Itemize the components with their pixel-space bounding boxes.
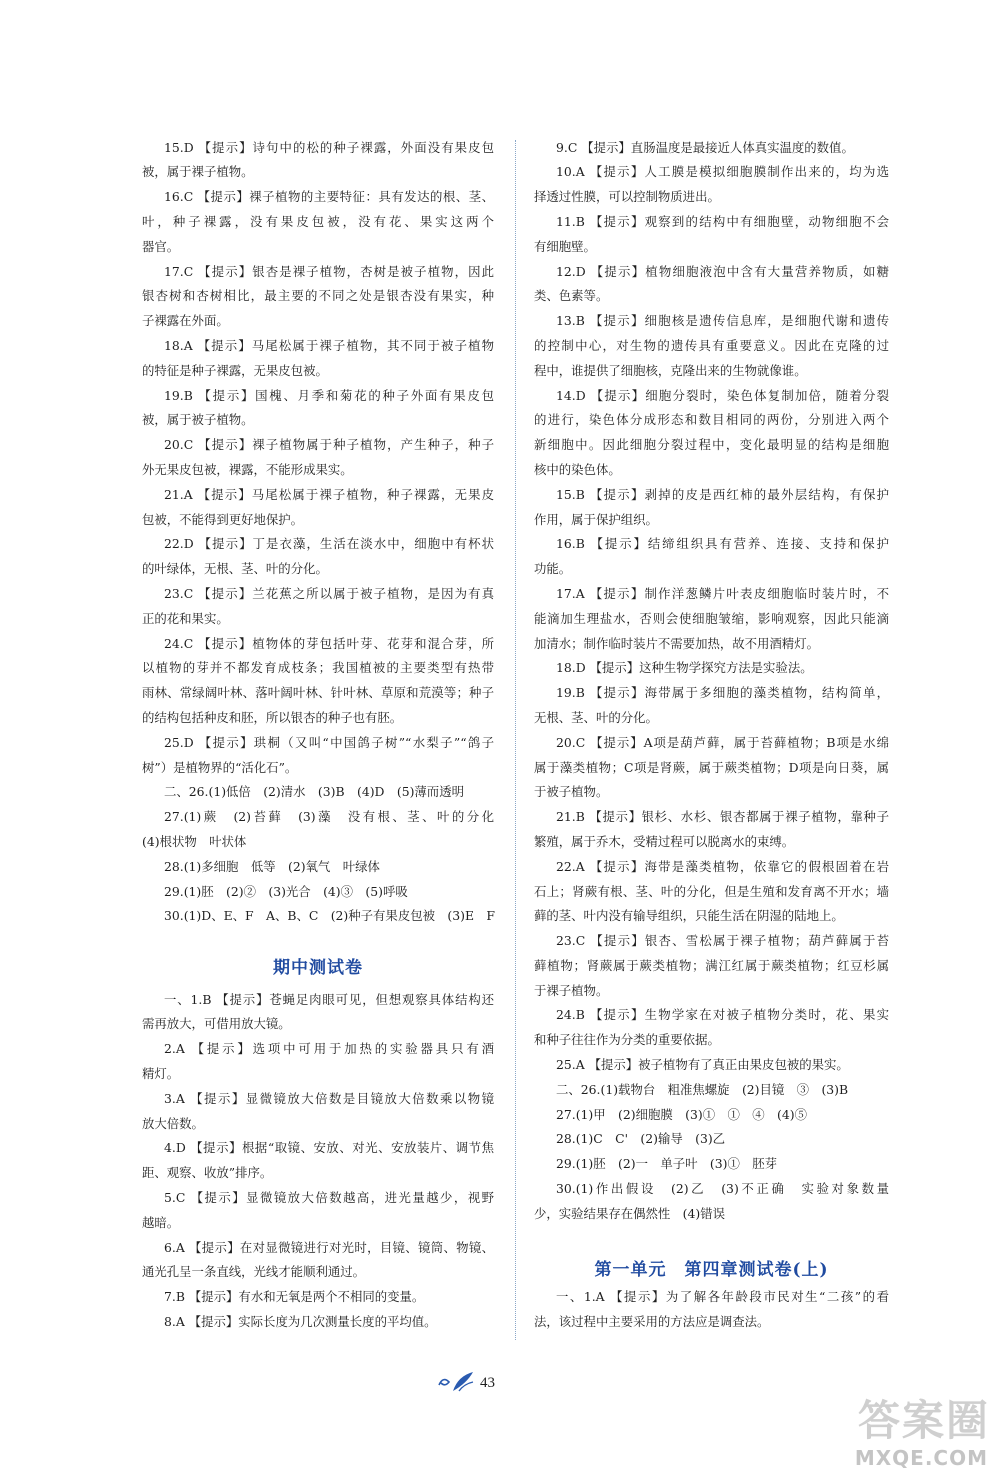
answer-item [534, 582, 889, 656]
answer-line: 被，属于被子植物。 [142, 412, 254, 428]
answer-line: 的结构包括种皮和胚，所以银杏的种子也有胚。 [142, 709, 403, 725]
answer-item [142, 1136, 494, 1186]
answer-item [534, 384, 889, 483]
answer-item [534, 855, 889, 929]
answer-line: 7.B 【提示】有水和无氧是两个不相同的变量。 [164, 1289, 425, 1305]
answer-line: 25.D 【提示】珙桐（又叫“中国鸽子树”“水梨子”“鸽子 [164, 734, 494, 750]
answer-line: 16.B 【提示】结缔组织具有营养、连接、支持和保护 [556, 536, 889, 552]
answer-item [534, 136, 889, 161]
answer-item [142, 1037, 494, 1087]
answer-item [142, 1285, 494, 1310]
answer-item [534, 681, 889, 731]
answer-item [142, 855, 494, 880]
answer-item [534, 532, 889, 582]
answer-line: 27.(1)甲 (2)细胞膜 (3)① ① ④ (4)⑤ [556, 1106, 807, 1122]
answer-line: 的叶绿体，无根、茎、叶的分化。 [142, 561, 328, 577]
answer-line: 作用，属于保护组织。 [534, 511, 658, 527]
answer-line: 29.(1)胚 (2)② (3)光合 (4)③ (5)呼吸 [164, 883, 408, 899]
answer-item [142, 1310, 494, 1335]
answer-item [142, 260, 494, 334]
right-column [534, 136, 889, 1335]
answer-line: 13.B 【提示】细胞核是遗传信息库，是细胞代谢和遗传 [556, 313, 889, 329]
answer-line: 3.A 【提示】显微镜放大倍数是目镜放大倍数乘以物镜 [164, 1090, 494, 1106]
answer-line: 30.(1)作出假设 (2)乙 (3)不正确 实验对象数量 [556, 1181, 889, 1197]
answer-item [534, 483, 889, 533]
answer-line: 能滴加生理盐水，否则会使细胞皱缩，影响观察，因此只能滴 [534, 610, 889, 626]
watermark-url: MXQE.COM [854, 1446, 988, 1470]
answer-line: 25.A 【提示】被子植物有了真正由果皮包被的果实。 [556, 1057, 849, 1073]
answer-line: 功能。 [534, 561, 572, 577]
answer-line: 距、观察、收放”排序。 [142, 1165, 273, 1181]
answer-line: 石上；肾蕨有根、茎、叶的分化，但是生殖和发育离不开水；墙 [534, 883, 889, 899]
answer-line: 少，实验结果存在偶然性 (4)错误 [534, 1205, 726, 1221]
answer-line: 11.B 【提示】观察到的结构中有细胞壁，动物细胞不会 [556, 213, 889, 229]
answer-item [142, 433, 494, 483]
answer-item [142, 880, 494, 905]
answer-line: 择透过性膜，可以控制物质进出。 [534, 189, 720, 205]
answer-item [534, 656, 889, 681]
answer-line: 精灯。 [142, 1066, 180, 1082]
answer-item [142, 532, 494, 582]
answer-line: 程中，谁提供了细胞核，克隆出来的生物就像谁。 [534, 362, 807, 378]
answer-item [534, 1177, 889, 1227]
answer-line: (4)根状物 叶状体 [142, 833, 247, 849]
answer-line: 和种子往往作为分类的重要依据。 [534, 1032, 720, 1048]
answer-line: 12.D 【提示】植物细胞液泡中含有大量营养物质，如糖 [556, 263, 889, 279]
answer-item [534, 1003, 889, 1053]
answer-line: 加清水；制作临时装片不需要加热，故不用酒精灯。 [534, 635, 819, 651]
answer-line: 繁殖，属于乔木，受精过程可以脱离水的束缚。 [534, 833, 795, 849]
answer-line: 的控制中心，对生物的遗传具有重要意义。因此在克隆的过 [534, 337, 889, 353]
answer-line: 27.(1)蕨 (2)苔藓 (3)藻 没有根、茎、叶的分化 [164, 809, 494, 825]
answer-line: 10.A 【提示】人工膜是模拟细胞膜制作出来的，均为选 [556, 164, 889, 180]
answer-item [534, 260, 889, 310]
answer-item [534, 1285, 889, 1335]
answer-line: 22.A 【提示】海带是藻类植物，依靠它的假根固着在岩 [556, 858, 889, 874]
answer-line: 被，属于裸子植物。 [142, 164, 254, 180]
answer-line: 9.C 【提示】直肠温度是最接近人体真实温度的数值。 [556, 139, 854, 155]
answer-item [534, 1127, 889, 1152]
answer-line: 的特征是种子裸露，无果皮包被。 [142, 362, 328, 378]
answer-item [142, 483, 494, 533]
answer-line: 20.C 【提示】裸子植物属于种子植物，产生种子，种子 [164, 437, 494, 453]
answer-line: 越暗。 [142, 1214, 180, 1230]
answer-line: 14.D 【提示】细胞分裂时，染色体复制加倍，随着分裂 [556, 387, 889, 403]
answer-line: 18.A 【提示】马尾松属于裸子植物，其不同于被子植物 [164, 337, 494, 353]
answer-line: 17.A 【提示】制作洋葱鳞片叶表皮细胞临时装片时，不 [556, 585, 889, 601]
answer-item [142, 185, 494, 259]
answer-item [142, 731, 494, 781]
answer-line: 雨林、常绿阔叶林、落叶阔叶林、针叶林、草原和荒漠等；种子 [142, 685, 494, 701]
answer-line: 新细胞中。因此细胞分裂过程中，变化最明显的结构是细胞 [534, 437, 889, 453]
answer-item [142, 1186, 494, 1236]
answer-item [142, 780, 494, 805]
answer-item [534, 805, 889, 855]
answer-line: 无根、茎、叶的分化。 [534, 709, 658, 725]
answer-line: 藓的茎、叶内没有输导组织，只能生活在阴湿的陆地上。 [534, 908, 844, 924]
answer-item [534, 1152, 889, 1177]
watermark-logo-text: 答案圈 [857, 1396, 990, 1445]
answer-line: 15.B 【提示】剥掉的皮是西红柿的最外层结构，有保护 [556, 486, 889, 502]
answer-line: 外无果皮包被，裸露，不能形成果实。 [142, 461, 353, 477]
answer-line: 28.(1)多细胞 低等 (2)氧气 叶绿体 [164, 858, 380, 874]
answer-line: 28.(1)C C' (2)输导 (3)乙 [556, 1131, 726, 1147]
answer-line: 以植物的芽并不都发育成枝条；我国植被的主要类型有热带 [142, 660, 494, 676]
answer-item [534, 929, 889, 1003]
answer-line: 通光孔呈一条直线，光线才能顺利通过。 [142, 1264, 366, 1280]
left-column [142, 136, 494, 1335]
answer-line: 2.A 【提示】选项中可用于加热的实验器具只有酒 [164, 1041, 494, 1057]
answer-line: 6.A 【提示】在对显微镜进行对光时，目镜、镜筒、物镜、 [164, 1239, 494, 1255]
answer-line: 18.D 【提示】这种生物学探究方法是实验法。 [556, 660, 813, 676]
answer-line: 19.B 【提示】国槐、月季和菊花的种子外面有果皮包 [164, 387, 494, 403]
answer-item [142, 334, 494, 384]
answer-line: 23.C 【提示】兰花蕉之所以属于被子植物，是因为有真 [164, 585, 494, 601]
answer-line: 24.C 【提示】植物体的芽包括叶芽、花芽和混合芽，所 [164, 635, 494, 651]
ornament-logo-icon [436, 1368, 478, 1394]
column-divider [515, 140, 516, 1340]
answer-line: 17.C 【提示】银杏是裸子植物，杏树是被子植物，因此 [164, 263, 494, 279]
answer-line: 29.(1)胚 (2)一 单子叶 (3)① 胚芽 [556, 1156, 778, 1172]
answer-item [534, 160, 889, 210]
page-number: 43 [480, 1375, 495, 1391]
answer-line: 8.A 【提示】实际长度为几次测量长度的平均值。 [164, 1314, 437, 1330]
answer-line: 属于藻类植物；C项是肾蕨，属于蕨类植物；D项是向日葵，属 [534, 759, 889, 775]
answer-line: 叶，种子裸露，没有果皮包被，没有花、果实这两个 [142, 213, 494, 229]
answer-line: 子裸露在外面。 [142, 313, 229, 329]
answer-line: 21.A 【提示】马尾松属于裸子植物，种子裸露，无果皮 [164, 486, 494, 502]
answer-line: 二、26.(1)载物台 粗准焦螺旋 (2)目镜 ③ (3)B [556, 1081, 849, 1097]
answer-item [142, 988, 494, 1038]
answer-item [534, 1103, 889, 1128]
section-heading: 第一单元 第四章测试卷(上) [594, 1259, 829, 1280]
answer-line: 核中的染色体。 [534, 461, 621, 477]
answer-line: 藓植物；肾蕨属于蕨类植物；满江红属于蕨类植物；红豆杉属 [534, 957, 889, 973]
answer-line: 21.B 【提示】银杉、水杉、银杏都属于裸子植物，靠种子 [556, 809, 889, 825]
answer-line: 30.(1)D、E、F A、B、C (2)种子有果皮包被 (3)E F [164, 908, 495, 924]
answer-item [142, 1236, 494, 1286]
answer-line: 19.B 【提示】海带属于多细胞的藻类植物，结构简单， [556, 685, 889, 701]
answer-line: 类、色素等。 [534, 288, 609, 304]
answer-line: 一、1.B 【提示】苍蝇足肉眼可见，但想观察具体结构还 [164, 991, 494, 1007]
answer-item [142, 582, 494, 632]
answer-item [142, 384, 494, 434]
section-heading: 期中测试卷 [273, 958, 363, 979]
answer-line: 一、1.A 【提示】为了解各年龄段市民对生“二孩”的看 [556, 1289, 889, 1305]
answer-item [142, 805, 494, 855]
answer-item [142, 136, 494, 186]
answer-item [534, 210, 889, 260]
answer-line: 放大倍数。 [142, 1115, 204, 1131]
answer-line: 树”）是植物界的“活化石”。 [142, 759, 298, 775]
answer-line: 20.C 【提示】A项是葫芦藓，属于苔藓植物；B项是水绵 [556, 734, 889, 750]
answer-item [534, 309, 889, 383]
answer-line: 于裸子植物。 [534, 982, 609, 998]
answer-line: 二、26.(1)低倍 (2)清水 (3)B (4)D (5)薄而透明 [164, 784, 464, 800]
answer-line: 银杏树和杏树相比，最主要的不同之处是银杏没有果实，种 [142, 288, 494, 304]
answer-line: 包被，不能得到更好地保护。 [142, 511, 304, 527]
answer-line: 24.B 【提示】生物学家在对被子植物分类时，花、果实 [556, 1007, 889, 1023]
answer-line: 法，该过程中主要采用的方法应是调查法。 [534, 1314, 770, 1330]
answer-line: 15.D 【提示】诗句中的松的种子裸露，外面没有果皮包 [164, 139, 494, 155]
answer-item [142, 904, 494, 929]
answer-line: 5.C 【提示】显微镜放大倍数越高，进光量越少，视野 [164, 1190, 494, 1206]
answer-line: 器官。 [142, 238, 180, 254]
answer-item [534, 1078, 889, 1103]
answer-item [142, 1087, 494, 1137]
answer-line: 4.D 【提示】根据“取镜、安放、对光、安放装片、调节焦 [164, 1140, 494, 1156]
answer-line: 正的花和果实。 [142, 610, 229, 626]
answer-line: 有细胞壁。 [534, 238, 596, 254]
answer-item [142, 632, 494, 731]
answer-line: 需再放大，可借用放大镜。 [142, 1016, 291, 1032]
answer-item [534, 731, 889, 805]
answer-line: 22.D 【提示】丁是衣藻，生活在淡水中，细胞中有杯状 [164, 536, 494, 552]
answer-line: 23.C 【提示】银杏、雪松属于裸子植物；葫芦藓属于苔 [556, 933, 889, 949]
answer-line: 的进行，染色体分成形态和数目相同的两份，分别进入两个 [534, 412, 889, 428]
answer-line: 于被子植物。 [534, 784, 609, 800]
answer-line: 16.C 【提示】裸子植物的主要特征：具有发达的根、茎、 [164, 189, 494, 205]
answer-item [534, 1053, 889, 1078]
